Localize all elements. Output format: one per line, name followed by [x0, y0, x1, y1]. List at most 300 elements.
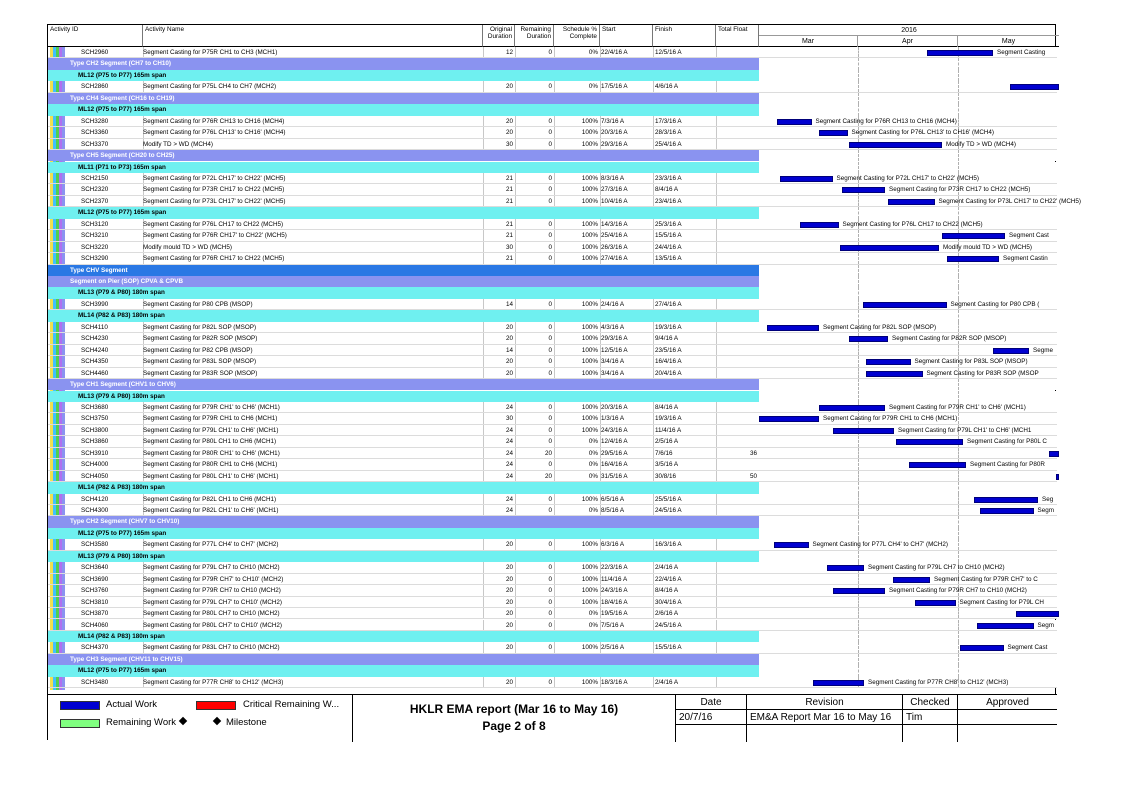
column-divider: [653, 608, 654, 618]
finish-date-cell: 12/5/16 A: [655, 49, 682, 56]
wbs-group-row[interactable]: [48, 150, 1057, 161]
original-duration-cell: 20: [505, 358, 513, 366]
column-divider: [716, 448, 717, 458]
schedule-complete-cell: 100%: [581, 186, 598, 194]
column-divider: [515, 139, 516, 149]
column-divider: [716, 127, 717, 137]
gantt-bar[interactable]: [767, 325, 820, 331]
column-divider: [716, 333, 717, 343]
gantt-bar[interactable]: [896, 439, 964, 445]
gantt-bar[interactable]: [915, 600, 956, 606]
gantt-bar[interactable]: [842, 187, 886, 193]
start-date-cell: 27/4/16 A: [601, 255, 628, 263]
activity-id-cell: SCH3290: [81, 255, 109, 263]
gantt-bar[interactable]: [833, 428, 895, 434]
wbs-group-row[interactable]: [48, 58, 1057, 69]
activity-name-cell: Segment Casting for P82R SOP (MSOP): [143, 335, 258, 343]
activity-id-cell: SCH4370: [81, 644, 109, 652]
activity-row[interactable]: [48, 196, 1082, 207]
finish-date-cell: 27/4/16 A: [655, 300, 682, 308]
original-duration-cell: 20: [505, 598, 513, 606]
activity-id-cell: SCH3370: [81, 140, 109, 148]
activity-id-cell: SCH3870: [81, 610, 109, 618]
month-gridline: [858, 654, 859, 665]
gantt-bar-label: Segment Casting for P80R: [970, 461, 1045, 469]
gantt-bar[interactable]: [1010, 84, 1060, 90]
activity-row[interactable]: [48, 562, 1057, 573]
month-gridline: [958, 413, 959, 423]
month-gridline: [958, 379, 959, 390]
column-divider: [653, 425, 654, 435]
gantt-bar[interactable]: [1049, 451, 1060, 457]
column-divider: [716, 345, 717, 355]
rev-checked[interactable]: Tim: [903, 710, 958, 725]
month-gridline: [858, 391, 859, 402]
activity-row[interactable]: [48, 539, 1057, 550]
column-divider: [554, 620, 555, 630]
finish-date-cell: 15/5/16 A: [655, 232, 682, 240]
remaining-duration-cell: 0: [548, 495, 552, 503]
activity-row[interactable]: [48, 505, 1057, 516]
wbs-group-row[interactable]: [48, 276, 1057, 287]
activity-row[interactable]: [48, 402, 1057, 413]
column-divider: [515, 677, 516, 687]
activity-name-cell: Segment Casting for P79R CH7' to CH10' (MCH2): [143, 575, 284, 583]
remaining-duration-cell: 0: [548, 117, 552, 125]
gantt-chart-cell: [759, 93, 1059, 104]
month-gridline: [958, 345, 959, 355]
column-divider: [554, 677, 555, 687]
gantt-bar-label: Seg: [1042, 495, 1054, 503]
column-divider: [483, 505, 484, 515]
month-gridline: [858, 162, 859, 173]
gantt-chart-cell: [759, 425, 1059, 435]
original-duration-cell: 24: [505, 507, 513, 514]
gantt-bar[interactable]: [827, 565, 865, 571]
col-header-start[interactable]: Start: [600, 25, 653, 47]
month-gridline: [858, 93, 859, 104]
gantt-bar[interactable]: [849, 142, 942, 148]
gantt-chart-cell: [759, 139, 1059, 149]
activity-row[interactable]: [48, 184, 1057, 195]
report-title-box: [353, 695, 676, 742]
wbs-subgroup-row[interactable]: [48, 528, 1057, 539]
wbs-group-row[interactable]: [48, 379, 1057, 390]
gantt-bar[interactable]: [993, 348, 1029, 354]
finish-date-cell: 30/8/16: [655, 472, 677, 480]
gantt-chart-cell: [759, 299, 1059, 309]
activity-id-cell: SCH2860: [81, 83, 109, 91]
activity-id-cell: SCH4050: [81, 472, 109, 480]
start-date-cell: 11/4/16 A: [601, 575, 628, 583]
activity-name-cell: Segment Casting for P82L CH1' to CH6' (MCH1): [143, 507, 279, 514]
rev-revision[interactable]: EM&A Report Mar 16 to May 16: [747, 710, 903, 725]
column-divider: [653, 196, 654, 206]
activity-row[interactable]: [48, 642, 1057, 653]
schedule-complete-cell: 0%: [588, 472, 598, 480]
wbs-subgroup-row[interactable]: [48, 310, 1057, 321]
wbs-subgroup-row[interactable]: [48, 665, 1057, 676]
month-gridline: [858, 47, 859, 57]
activity-id-cell: SCH2370: [81, 197, 109, 205]
wbs-subgroup-row[interactable]: [48, 70, 1057, 81]
original-duration-cell: 20: [505, 610, 513, 618]
month-gridline: [858, 276, 859, 287]
finish-date-cell: 7/6/16: [655, 449, 673, 457]
gantt-chart-cell: [759, 253, 1059, 263]
gantt-chart-cell: [759, 677, 1059, 687]
original-duration-cell: 21: [505, 255, 513, 263]
original-duration-cell: 20: [505, 323, 513, 331]
activity-row[interactable]: [48, 116, 1057, 127]
milestone-diamond-icon: [213, 717, 221, 725]
activity-name-cell: Segment Casting for P72L CH17' to CH22' (MCH5): [143, 174, 286, 182]
remaining-duration-cell: 0: [548, 300, 552, 308]
column-divider: [716, 494, 717, 504]
column-divider: [554, 402, 555, 412]
column-divider: [554, 242, 555, 252]
gantt-bar[interactable]: [866, 359, 911, 365]
column-divider: [554, 562, 555, 572]
month-gridline: [958, 539, 959, 549]
remaining-duration-cell: 0: [548, 564, 552, 572]
column-divider: [716, 219, 717, 229]
start-date-cell: 8/5/16 A: [601, 507, 625, 514]
activity-name-cell: Segment Casting for P80L CH7 to CH10 (MCH2): [143, 610, 280, 618]
activity-row[interactable]: [48, 471, 1057, 482]
month-gridline: [858, 368, 859, 378]
gantt-bar-label: Segment Casting for P83L SOP (MSOP): [914, 358, 1028, 366]
activity-id-cell: SCH4460: [81, 369, 109, 377]
column-divider: [483, 322, 484, 332]
month-gridline: [958, 608, 959, 618]
gantt-bar[interactable]: [893, 577, 931, 583]
gantt-bar[interactable]: [800, 222, 839, 228]
activity-id-cell: SCH3280: [81, 117, 109, 125]
col-header-activity-id[interactable]: Activity ID: [48, 25, 143, 47]
gantt-bar[interactable]: [833, 588, 886, 594]
column-divider: [653, 116, 654, 126]
milestone-diamond-icon: [179, 717, 187, 725]
column-divider: [716, 299, 717, 309]
finish-date-cell: 11/4/16 A: [655, 426, 682, 434]
column-divider: [653, 322, 654, 332]
col-header-activity-name[interactable]: Activity Name: [143, 25, 483, 47]
col-header-original-duration[interactable]: Original Duration: [483, 25, 515, 47]
finish-date-cell: 2/5/16 A: [655, 438, 679, 446]
column-divider: [515, 597, 516, 607]
activity-row[interactable]: [48, 608, 1057, 619]
original-duration-cell: 24: [505, 449, 513, 457]
finish-date-cell: 30/4/16 A: [655, 598, 682, 606]
wbs-subgroup-row[interactable]: [48, 104, 1057, 115]
month-gridline: [858, 459, 859, 469]
month-gridline: [958, 276, 959, 287]
activity-row[interactable]: [48, 677, 1057, 688]
remaining-duration-cell: 20: [544, 472, 552, 480]
finish-date-cell: 23/4/16 A: [655, 197, 682, 205]
wbs-subgroup-row[interactable]: [48, 482, 1057, 493]
gantt-bar[interactable]: [819, 405, 885, 411]
report-footer: [48, 694, 1057, 741]
column-divider: [716, 585, 717, 595]
gantt-bar[interactable]: [819, 130, 848, 136]
gantt-bar[interactable]: [863, 302, 947, 308]
gantt-chart-cell: [759, 356, 1059, 366]
column-divider: [515, 436, 516, 446]
activity-row[interactable]: [48, 425, 1057, 436]
gantt-bar[interactable]: [947, 256, 1000, 262]
activity-row[interactable]: [48, 620, 1057, 631]
gantt-bar[interactable]: [942, 233, 1005, 239]
column-divider: [554, 127, 555, 137]
gantt-bar[interactable]: [866, 371, 923, 377]
gantt-chart-cell: [759, 70, 1059, 81]
schedule-complete-cell: 0%: [588, 49, 598, 56]
column-divider: [554, 597, 555, 607]
activity-row[interactable]: [48, 356, 1057, 367]
activity-name-cell: Segment Casting for P73R CH17 to CH22 (MCH5): [143, 186, 285, 194]
activity-row[interactable]: [48, 139, 1057, 150]
column-divider: [515, 562, 516, 572]
column-divider: [483, 345, 484, 355]
month-gridline: [858, 597, 859, 607]
activity-row[interactable]: [48, 47, 1057, 58]
activity-row[interactable]: [48, 448, 1057, 459]
activity-id-cell: SCH3750: [81, 415, 109, 423]
legend-remaining-label: Remaining Work: [106, 717, 186, 728]
column-divider: [653, 253, 654, 263]
activity-name-cell: Segment Casting for P80R CH1 to CH6 (MCH1): [143, 461, 278, 469]
finish-date-cell: 24/5/16 A: [655, 621, 682, 629]
gantt-bar[interactable]: [888, 199, 935, 205]
column-divider: [483, 173, 484, 183]
activity-row[interactable]: [48, 574, 1057, 585]
gantt-bar[interactable]: [777, 119, 812, 125]
month-gridline: [858, 70, 859, 81]
timeline-month-mar: Mar: [759, 36, 858, 47]
column-divider: [554, 459, 555, 469]
column-divider: [483, 356, 484, 366]
activity-row[interactable]: [48, 333, 1057, 344]
gantt-bar[interactable]: [813, 680, 864, 686]
gantt-chart-cell: [759, 345, 1059, 355]
schedule-complete-cell: 100%: [581, 403, 598, 411]
column-divider: [483, 494, 484, 504]
schedule-complete-cell: 100%: [581, 243, 598, 251]
gantt-bar[interactable]: [849, 336, 888, 342]
gantt-bar[interactable]: [774, 542, 809, 548]
activity-name-cell: Segment Casting for P80L CH1 to CH6 (MCH1): [143, 438, 277, 446]
gantt-chart-cell: [759, 448, 1059, 458]
rev-header-checked: Checked: [903, 695, 958, 710]
remaining-duration-cell: 0: [548, 232, 552, 240]
start-date-cell: 24/3/16 A: [601, 587, 628, 595]
column-divider: [653, 505, 654, 515]
column-divider: [554, 47, 555, 57]
schedule-complete-cell: 100%: [581, 346, 598, 354]
column-divider: [653, 574, 654, 584]
gantt-bar[interactable]: [909, 462, 966, 468]
column-divider: [483, 562, 484, 572]
month-gridline: [858, 482, 859, 493]
activity-row[interactable]: [48, 597, 1057, 608]
column-divider: [554, 356, 555, 366]
wbs-group-row[interactable]: [48, 654, 1057, 665]
activity-row[interactable]: [48, 459, 1057, 470]
start-date-cell: 2/4/16 A: [601, 300, 625, 308]
start-date-cell: 3/4/16 A: [601, 358, 625, 366]
schedule-complete-cell: 100%: [581, 678, 598, 686]
activity-name-cell: Segment Casting for P83L CH7 to CH10 (MCH2): [143, 644, 280, 652]
gantt-bar[interactable]: [927, 50, 993, 56]
finish-date-cell: 3/5/16 A: [655, 461, 679, 469]
gantt-bar[interactable]: [977, 623, 1034, 629]
activity-row[interactable]: [48, 242, 1057, 253]
col-header-total-float[interactable]: Total Float: [716, 25, 759, 47]
column-divider: [653, 448, 654, 458]
col-header-finish[interactable]: Finish: [653, 25, 716, 47]
gantt-bar-label: Segment Casting for P72L CH17' to CH22' (MCH5): [836, 174, 980, 182]
schedule-complete-cell: 100%: [581, 598, 598, 606]
wbs-group-label: ML13 (P79 & P80) 180m span: [78, 552, 165, 560]
month-gridline: [958, 58, 959, 69]
gantt-bar-label: Segment Casting for P79R CH7 to CH10 (MCH2): [889, 587, 1027, 595]
finish-date-cell: 8/4/16 A: [655, 403, 679, 411]
gantt-bar-label: Segment Casting for P79L CH7 to CH10 (MCH2): [868, 564, 1005, 572]
original-duration-cell: 24: [505, 438, 513, 446]
activity-name-cell: Segment Casting for P80 CPB (MSOP): [143, 300, 253, 308]
gantt-chart-cell: [759, 413, 1059, 423]
wbs-subgroup-row[interactable]: [48, 551, 1057, 562]
schedule-complete-cell: 100%: [581, 129, 598, 137]
month-gridline: [858, 574, 859, 584]
gantt-chart-cell: [759, 539, 1059, 549]
wbs-group-label: Type CH1 Segment (CHV1 to CHV6): [70, 381, 176, 389]
activity-row[interactable]: [48, 127, 1057, 138]
column-divider: [554, 539, 555, 549]
column-divider: [515, 585, 516, 595]
remaining-duration-cell: 0: [548, 335, 552, 343]
start-date-cell: 20/3/16 A: [601, 403, 628, 411]
activity-row[interactable]: [48, 413, 1057, 424]
activity-row[interactable]: [48, 322, 1057, 333]
wbs-subgroup-row[interactable]: [48, 287, 1057, 298]
rev-header-approved: Approved: [958, 695, 1057, 710]
start-date-cell: 24/3/16 A: [601, 426, 628, 434]
wbs-group-label: ML14 (P82 & P83) 180m span: [78, 484, 165, 492]
column-divider: [483, 574, 484, 584]
gantt-bar[interactable]: [1016, 611, 1060, 617]
original-duration-cell: 20: [505, 621, 513, 629]
col-header-remaining-duration[interactable]: Remaining Duration: [515, 25, 554, 47]
col-header-schedule-complete[interactable]: Schedule % Complete: [554, 25, 600, 47]
gantt-bar[interactable]: [840, 245, 939, 251]
wbs-subgroup-row[interactable]: [48, 162, 1057, 173]
activity-row[interactable]: [48, 81, 1057, 92]
month-gridline: [858, 471, 859, 481]
activity-id-cell: SCH4120: [81, 495, 109, 503]
gantt-chart-cell: [759, 597, 1059, 607]
remaining-duration-cell: 0: [548, 140, 552, 148]
gantt-bar-label: Segment Casting for P79R CH1' to CH6' (MCH1): [889, 403, 1026, 411]
activity-name-cell: Modify mould TD > WD (MCH5): [143, 243, 232, 251]
wbs-group-row[interactable]: [48, 265, 1057, 276]
column-divider: [483, 196, 484, 206]
gantt-chart-cell: [759, 368, 1059, 378]
rev-empty-cell: [676, 725, 747, 742]
activity-row[interactable]: [48, 368, 1057, 379]
gantt-bar[interactable]: [780, 176, 833, 182]
gantt-chart-cell: [759, 505, 1059, 515]
gantt-bar-label: Segment Casting for P80 CPB (: [950, 300, 1040, 308]
month-gridline: [958, 471, 959, 481]
rev-approved[interactable]: [958, 710, 1057, 725]
column-divider: [554, 333, 555, 343]
remaining-duration-cell: 0: [548, 598, 552, 606]
activity-row[interactable]: [48, 230, 1057, 241]
gantt-bar[interactable]: [980, 508, 1034, 514]
remaining-duration-cell: 0: [548, 186, 552, 194]
original-duration-cell: 20: [505, 587, 513, 595]
finish-date-cell: 28/3/16 A: [655, 129, 682, 137]
activity-row[interactable]: [48, 173, 1057, 184]
activity-name-cell: Segment Casting for P76R CH13 to CH16 (MCH4): [143, 117, 285, 125]
rev-date[interactable]: 20/7/16: [676, 710, 747, 725]
gantt-chart-cell: [759, 551, 1059, 562]
month-gridline: [858, 608, 859, 618]
column-divider: [483, 620, 484, 630]
finish-date-cell: 15/5/16 A: [655, 644, 682, 652]
wbs-subgroup-row[interactable]: [48, 631, 1057, 642]
column-divider: [554, 173, 555, 183]
activity-id-cell: SCH3690: [81, 575, 109, 583]
activity-row[interactable]: [48, 299, 1057, 310]
column-divider: [653, 184, 654, 194]
wbs-group-row[interactable]: [48, 93, 1057, 104]
remaining-duration-cell: 0: [548, 49, 552, 56]
month-gridline: [858, 265, 859, 276]
column-divider: [515, 116, 516, 126]
gantt-bar-label: Segment Casting for P82L SOP (MSOP): [823, 323, 937, 331]
gantt-bar[interactable]: [1056, 474, 1059, 480]
activity-row[interactable]: [48, 253, 1057, 264]
month-gridline: [958, 528, 959, 539]
activity-row[interactable]: [48, 345, 1057, 356]
activity-row[interactable]: [48, 585, 1057, 596]
activity-id-cell: SCH4230: [81, 335, 109, 343]
wbs-group-row[interactable]: [48, 516, 1057, 527]
legend: [48, 695, 353, 742]
remaining-duration-cell: 0: [548, 415, 552, 423]
activity-row[interactable]: [48, 436, 1057, 447]
wbs-subgroup-row[interactable]: [48, 391, 1057, 402]
wbs-subgroup-row[interactable]: [48, 207, 1057, 218]
gantt-bar-label: Segment Casting for P83R SOP (MSOP: [926, 369, 1039, 377]
activity-row[interactable]: [48, 219, 1057, 230]
month-gridline: [858, 345, 859, 355]
timeline-year: 2016: [759, 25, 1059, 36]
activity-row[interactable]: [48, 494, 1057, 505]
timeline-header: [759, 25, 1059, 47]
gantt-bar[interactable]: [759, 416, 819, 422]
finish-date-cell: 24/4/16 A: [655, 243, 682, 251]
original-duration-cell: 24: [505, 461, 513, 469]
gantt-bar[interactable]: [974, 497, 1039, 503]
gantt-bar[interactable]: [960, 645, 1004, 651]
column-divider: [554, 299, 555, 309]
remaining-duration-cell: 0: [548, 83, 552, 91]
